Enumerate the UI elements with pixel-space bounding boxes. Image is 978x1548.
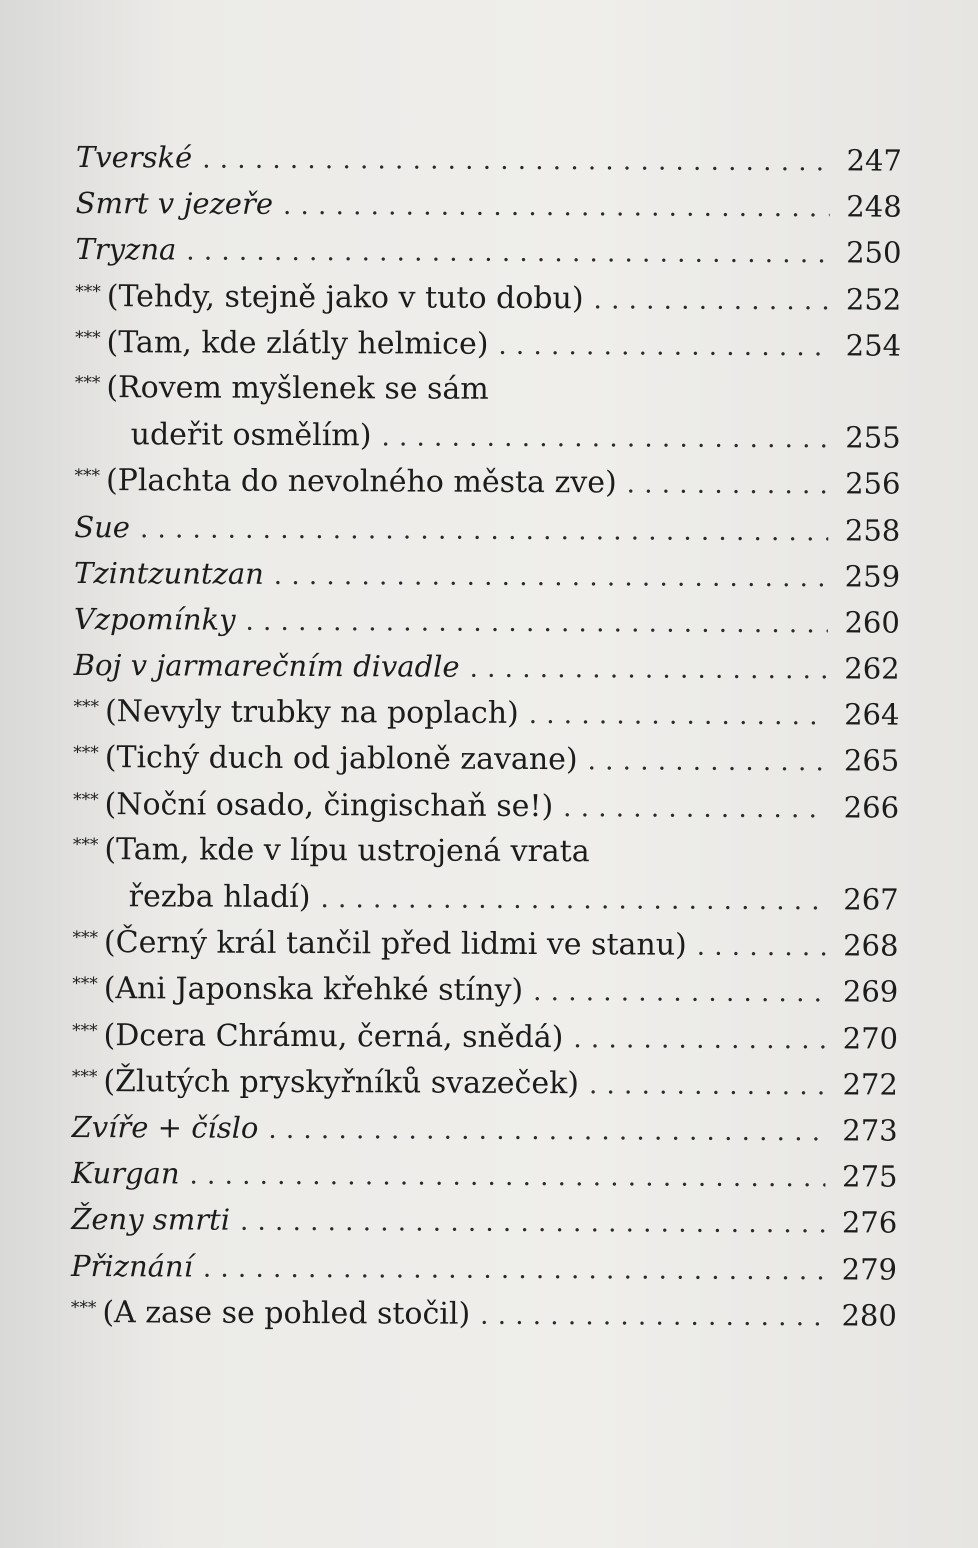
page-number: 279 bbox=[841, 1251, 898, 1287]
page-number: 264 bbox=[844, 697, 900, 732]
entry-title: Boj v jarmarečním divadle bbox=[73, 648, 460, 684]
page-number: 255 bbox=[845, 420, 901, 455]
toc-entry bbox=[71, 1150, 897, 1200]
entry-title: Kurgan bbox=[71, 1156, 180, 1191]
entry-title: Smrt v jezeře bbox=[75, 186, 274, 222]
entry-title-continuation: řezba hladí) bbox=[128, 879, 311, 916]
dot-leader bbox=[593, 277, 829, 324]
toc-entry bbox=[72, 1058, 898, 1108]
entry-title: (Dcera Chrámu, černá, snědá) bbox=[103, 1017, 564, 1055]
toc-entry-continuation bbox=[75, 411, 901, 461]
entry-title: (Tehdy, stejně jako v tuto dobu) bbox=[106, 278, 584, 316]
page-number: 276 bbox=[841, 1205, 898, 1240]
dot-leader bbox=[529, 692, 828, 740]
entry-stars: *** bbox=[75, 281, 101, 302]
dot-leader bbox=[240, 1199, 825, 1248]
dot-leader bbox=[203, 1245, 825, 1294]
dot-leader bbox=[140, 506, 828, 555]
entry-title: Sue bbox=[74, 509, 131, 544]
entry-title: Tryzna bbox=[75, 232, 177, 267]
entry-title: (A zase se pohled stočil) bbox=[102, 1294, 471, 1332]
toc-entry-continuation bbox=[73, 873, 899, 923]
entry-stars: *** bbox=[74, 372, 101, 394]
toc-entry bbox=[75, 319, 901, 369]
toc-entry bbox=[74, 596, 900, 646]
page-number: 275 bbox=[842, 1159, 898, 1194]
toc-entry bbox=[76, 134, 902, 184]
entry-stars: *** bbox=[75, 327, 101, 348]
page-number: 273 bbox=[842, 1113, 898, 1148]
entry-stars: *** bbox=[72, 928, 99, 949]
page-number: 247 bbox=[846, 143, 902, 178]
toc-entry bbox=[73, 734, 899, 784]
toc-entry bbox=[74, 503, 900, 553]
toc-entry bbox=[71, 1196, 897, 1246]
toc-entry bbox=[76, 180, 902, 230]
page-number: 270 bbox=[842, 1020, 899, 1056]
dot-leader bbox=[573, 1016, 826, 1063]
entry-title: (Nevyly trubky na poplach) bbox=[104, 694, 519, 732]
dot-leader bbox=[202, 137, 830, 186]
toc-entry bbox=[75, 273, 901, 323]
toc-entry bbox=[73, 781, 899, 831]
dot-leader bbox=[498, 323, 829, 371]
page-number: 262 bbox=[844, 651, 900, 686]
entry-stars: *** bbox=[73, 697, 100, 718]
entry-title: (Plachta do nevolného města zve) bbox=[105, 463, 617, 501]
toc-entry bbox=[74, 550, 900, 600]
entry-title: Tzintzuntzan bbox=[74, 555, 264, 591]
entry-title: (Rovem myšlenek se sám bbox=[106, 370, 489, 407]
page-number: 254 bbox=[845, 328, 902, 363]
toc-entry bbox=[73, 688, 899, 738]
entry-title-continuation: udeřit osmělím) bbox=[130, 417, 372, 454]
entry-stars: *** bbox=[71, 1066, 98, 1087]
entry-title: (Tam, kde zlátly helmice) bbox=[106, 324, 489, 362]
table-of-contents bbox=[71, 134, 902, 1338]
entry-stars: *** bbox=[72, 834, 99, 855]
dot-leader bbox=[563, 785, 827, 832]
toc-entry bbox=[71, 1289, 897, 1339]
dot-leader bbox=[533, 969, 826, 1016]
entry-stars: *** bbox=[72, 1020, 98, 1041]
entry-title: (Černý král tančil před lidmi ve stanu) bbox=[103, 925, 687, 963]
dot-leader bbox=[274, 553, 828, 602]
entry-title: (Noční osado, čingischaň se!) bbox=[104, 786, 554, 824]
toc-entry bbox=[73, 827, 899, 877]
dot-leader bbox=[381, 414, 828, 462]
toc-entry bbox=[71, 1242, 897, 1292]
entry-stars: *** bbox=[72, 974, 98, 995]
dot-leader bbox=[268, 1107, 825, 1156]
toc-entry bbox=[75, 365, 901, 415]
page-number: 256 bbox=[845, 466, 901, 501]
entry-title: Zvíře + číslo bbox=[71, 1109, 259, 1145]
page-number: 280 bbox=[841, 1298, 897, 1333]
entry-title: Tverské bbox=[75, 139, 193, 175]
entry-title: Vzpomínky bbox=[73, 601, 236, 637]
dot-leader bbox=[588, 739, 828, 786]
dot-leader bbox=[186, 229, 829, 278]
page-number: 248 bbox=[846, 189, 902, 224]
page-number: 267 bbox=[843, 882, 899, 917]
dot-leader bbox=[245, 599, 828, 648]
toc-entry bbox=[75, 226, 901, 276]
page-number: 265 bbox=[843, 743, 900, 779]
toc-entry bbox=[72, 1104, 898, 1154]
toc-entry bbox=[72, 919, 898, 969]
page-number: 268 bbox=[843, 928, 899, 963]
entry-title: (Žlutých pryskyřníků svazeček) bbox=[103, 1063, 580, 1101]
page-number: 266 bbox=[843, 789, 900, 825]
page-number: 272 bbox=[842, 1067, 898, 1102]
page-number: 250 bbox=[846, 235, 902, 270]
entry-title: (Tam, kde v lípu ustrojená vrata bbox=[104, 831, 590, 870]
entry-title: (Ani Japonska křehké stíny) bbox=[103, 971, 524, 1009]
dot-leader bbox=[627, 462, 829, 509]
dot-leader bbox=[470, 646, 828, 694]
entry-title: (Tichý duch od jabloně zavane) bbox=[104, 740, 578, 778]
page-number: 252 bbox=[845, 281, 902, 317]
entry-title: Ženy smrti bbox=[71, 1202, 231, 1237]
dot-leader bbox=[697, 924, 827, 971]
dot-leader bbox=[480, 1292, 825, 1340]
dot-leader bbox=[283, 183, 830, 232]
toc-entry bbox=[74, 642, 900, 692]
toc-entry bbox=[72, 965, 898, 1015]
entry-stars: *** bbox=[73, 789, 99, 810]
page-number: 259 bbox=[844, 559, 901, 594]
toc-entry bbox=[74, 457, 900, 507]
toc-entry bbox=[72, 1012, 898, 1062]
entry-stars: *** bbox=[73, 743, 99, 764]
entry-title: Přiznání bbox=[70, 1248, 193, 1284]
entry-stars: *** bbox=[74, 466, 101, 487]
dot-leader bbox=[189, 1153, 825, 1202]
entry-stars: *** bbox=[70, 1297, 97, 1318]
page-number: 258 bbox=[844, 512, 901, 548]
page-number: 260 bbox=[844, 605, 900, 640]
dot-leader bbox=[320, 876, 826, 924]
dot-leader bbox=[589, 1062, 826, 1109]
page-number: 269 bbox=[842, 974, 899, 1009]
